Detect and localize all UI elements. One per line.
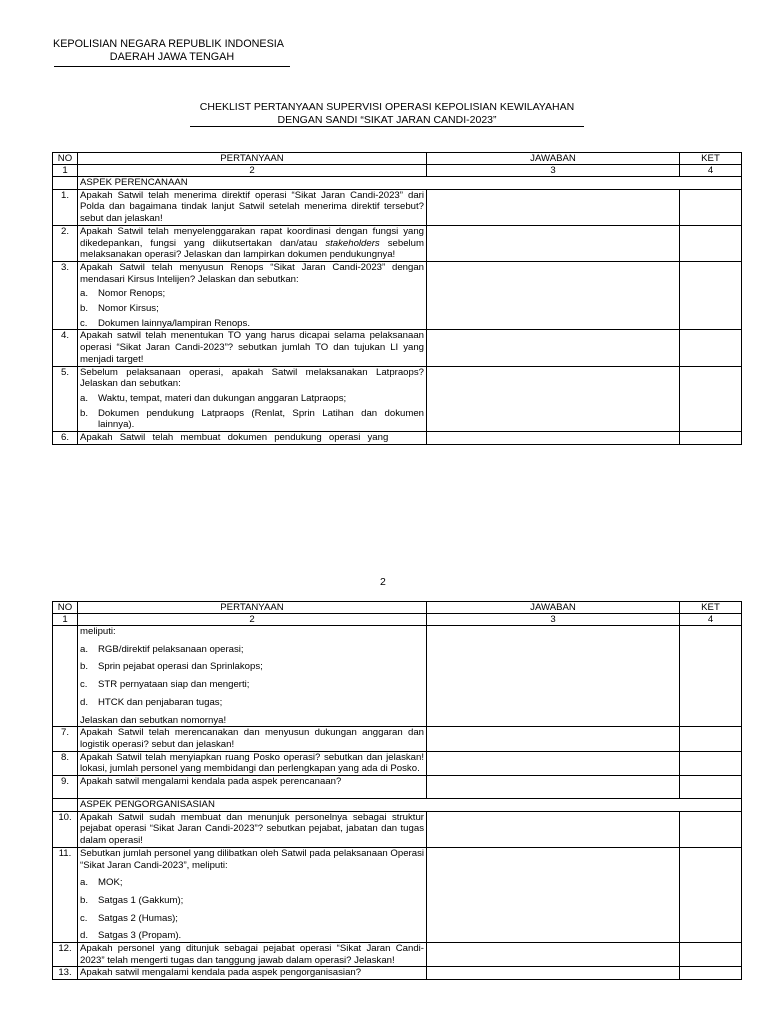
header-question: PERTANYAAN [78, 602, 427, 614]
table-row [53, 847, 742, 942]
question-text: Apakah Satwil telah menerima direktif operasi “Sikat Jaran Candi-2023” dari Polda dan bagaimana tindak lanjut Satwil setelah menerima direktif tersebut? sebut dan jelaskan! [78, 189, 427, 225]
note-cell[interactable] [680, 330, 742, 366]
row-number [53, 626, 78, 727]
question-text: Apakah satwil mengalami kendala pada aspek pengorganisasian? [78, 967, 427, 980]
row-number: 11. [53, 847, 78, 942]
col-number-1: 1 [53, 165, 78, 177]
list-item [80, 697, 424, 709]
answer-cell[interactable] [427, 366, 680, 432]
question-closing: Jelaskan dan sebutkan nomornya! [80, 714, 227, 726]
list-bullet: c. [80, 317, 88, 329]
col-number-2: 2 [78, 165, 427, 177]
question-intro: Apakah Satwil telah menyusun Renops “Sikat Jaran Candi-2023” dengan mendasari Kirsus Intelijen? Jelaskan dan sebutkan: [80, 261, 424, 285]
question-intro: meliputi: [80, 626, 116, 637]
row-number: 2. [53, 225, 78, 261]
table-row [53, 943, 742, 967]
list-item [80, 318, 424, 330]
list-bullet: b. [80, 661, 89, 673]
note-cell[interactable] [680, 626, 742, 727]
header-question: PERTANYAAN [78, 153, 427, 165]
list-text: Waktu, tempat, materi dan dukungan anggaran Latpraops; [98, 392, 347, 404]
answer-cell[interactable] [427, 847, 680, 942]
row-number: 3. [53, 261, 78, 330]
list-bullet: b. [80, 303, 89, 315]
question-text-part: sebelum melaksanakan operasi? Jelaskan dan lampirkan dokumen pendukungnya! [80, 237, 424, 261]
col-number-3: 3 [427, 165, 680, 177]
table-row [53, 727, 742, 751]
note-cell[interactable] [680, 847, 742, 942]
question-text: Apakah satwil telah menentukan TO yang harus dicapai selama pelaksanaan operasi “Sikat Jaran Candi-2023”? sebutkan jumlah TO dan tujukan LI yang menjadi target! [78, 330, 427, 366]
list-item [80, 877, 424, 889]
answer-cell[interactable] [427, 225, 680, 261]
header-no: NO [53, 602, 78, 614]
letterhead-region: DAERAH JAWA TENGAH [109, 51, 235, 63]
list-text: STR pernyataan siap dan mengerti; [98, 679, 250, 691]
header-answer: JAWABAN [427, 153, 680, 165]
table-row [53, 776, 742, 799]
row-number: 13. [53, 967, 78, 980]
header-note: KET [680, 153, 742, 165]
row-number: 7. [53, 727, 78, 751]
list-text: Satgas 1 (Gakkum); [98, 894, 184, 906]
question-intro: Sebutkan jumlah personel yang dilibatkan oleh Satwil pada pelaksanaan Operasi “Sikat Jaran Candi-2023”, meliputi: [80, 847, 425, 871]
question-text [78, 366, 427, 432]
table-row [53, 225, 742, 261]
section-row [53, 799, 742, 812]
letterhead [54, 38, 290, 67]
list-text: HTCK dan penjabaran tugas; [98, 696, 223, 708]
list-text: RGB/direktif pelaksanaan operasi; [98, 643, 244, 655]
note-cell[interactable] [680, 967, 742, 980]
answer-cell[interactable] [427, 626, 680, 727]
question-text: Apakah Satwil sudah membuat dan menunjuk personelnya sebagai struktur pejabat operasi “Sikat Jaran Candi-2023”? sebutkan pejabat, jabatan dan tugas dalam operasi! [78, 811, 427, 847]
note-cell[interactable] [680, 225, 742, 261]
answer-cell[interactable] [427, 811, 680, 847]
answer-cell[interactable] [427, 727, 680, 751]
answer-cell[interactable] [427, 432, 680, 445]
list-bullet: a. [80, 877, 89, 889]
list-bullet: b. [80, 894, 89, 906]
list-bullet: c. [80, 912, 88, 924]
note-cell[interactable] [680, 727, 742, 751]
table-row [53, 967, 742, 980]
header-no: NO [53, 153, 78, 165]
answer-cell[interactable] [427, 330, 680, 366]
list-text: MOK; [98, 877, 123, 889]
question-text [78, 225, 427, 261]
list-item [80, 644, 424, 656]
table-row [53, 261, 742, 330]
row-number: 8. [53, 751, 78, 775]
document-title [180, 101, 594, 127]
list-item [80, 288, 424, 300]
list-bullet: b. [80, 407, 89, 419]
table-number-row [53, 614, 742, 626]
question-text [78, 626, 427, 727]
note-cell[interactable] [680, 189, 742, 225]
section-title: ASPEK PERENCANAAN [78, 177, 742, 190]
list-text: Satgas 2 (Humas); [98, 912, 178, 924]
list-bullet: a. [80, 288, 89, 300]
list-text: Dokumen lainnya/lampiran Renops. [98, 317, 250, 329]
note-cell[interactable] [680, 432, 742, 445]
header-note: KET [680, 602, 742, 614]
letterhead-rule [54, 66, 290, 67]
question-text: Apakah Satwil telah merencanakan dan menyusun dukungan anggaran dan logistik operasi? sebut dan jelaskan! [78, 727, 427, 751]
col-number-3: 3 [427, 614, 680, 626]
answer-cell[interactable] [427, 261, 680, 330]
table-row [53, 189, 742, 225]
note-cell[interactable] [680, 943, 742, 967]
table-number-row [53, 165, 742, 177]
row-number: 6. [53, 432, 78, 445]
table-header-row [53, 153, 742, 165]
list-text: Nomor Renops; [98, 288, 166, 300]
answer-cell[interactable] [427, 943, 680, 967]
question-text: Apakah personel yang ditunjuk sebagai pejabat operasi “Sikat Jaran Candi-2023” telah mengerti tugas dan tanggung jawab dalam operasi? Jelaskan! [78, 943, 427, 967]
col-number-2: 2 [78, 614, 427, 626]
question-text: Apakah satwil mengalami kendala pada aspek perencanaan? [78, 776, 427, 799]
letterhead-institution: KEPOLISIAN NEGARA REPUBLIK INDONESIA [53, 38, 285, 50]
title-line-2: DENGAN SANDI “SIKAT JARAN CANDI-2023” [277, 114, 497, 126]
section-row [53, 177, 742, 190]
list-text: Satgas 3 (Propam). [98, 930, 182, 942]
col-number-1: 1 [53, 614, 78, 626]
table-row [53, 626, 742, 727]
section-no-cell [53, 799, 78, 812]
note-cell[interactable] [680, 811, 742, 847]
table-row [53, 811, 742, 847]
question-text [78, 847, 427, 942]
row-number: 9. [53, 776, 78, 799]
answer-cell[interactable] [427, 189, 680, 225]
answer-cell[interactable] [427, 776, 680, 799]
section-no-cell [53, 177, 78, 190]
list-bullet: c. [80, 679, 88, 691]
list-item [80, 303, 424, 315]
list-text: Nomor Kirsus; [98, 303, 159, 315]
answer-cell[interactable] [427, 967, 680, 980]
checklist-table-page-1 [52, 152, 742, 445]
col-number-4: 4 [680, 165, 742, 177]
question-intro: Sebelum pelaksanaan operasi, apakah Satwil melaksanakan Latpraops? Jelaskan dan sebutkan: [80, 366, 424, 390]
note-cell[interactable] [680, 366, 742, 432]
table-row [53, 751, 742, 775]
row-number: 12. [53, 943, 78, 967]
list-bullet: a. [80, 643, 89, 655]
list-text: Sprin pejabat operasi dan Sprinlakops; [98, 661, 263, 673]
page-number: 2 [380, 576, 386, 588]
section-title: ASPEK PENGORGANISASIAN [78, 799, 742, 812]
list-item [80, 679, 424, 691]
header-answer: JAWABAN [427, 602, 680, 614]
list-text: Dokumen pendukung Latpraops (Renlat, Sprin Latihan dan dokumen lainnya). [98, 407, 424, 431]
table-header-row [53, 602, 742, 614]
list-bullet: a. [80, 392, 89, 404]
table-row [53, 432, 742, 445]
answer-cell[interactable] [427, 751, 680, 775]
note-cell[interactable] [680, 261, 742, 330]
list-item [80, 408, 424, 431]
note-cell[interactable] [680, 751, 742, 775]
list-bullet: d. [80, 696, 89, 708]
note-cell[interactable] [680, 776, 742, 799]
question-text: Apakah Satwil telah menyiapkan ruang Posko operasi? sebutkan dan jelaskan! lokasi, jumlah personel yang membidangi dan perlengkapan yang ada di Posko. [78, 751, 427, 775]
list-item [80, 661, 424, 673]
question-text [78, 261, 427, 330]
row-number: 4. [53, 330, 78, 366]
table-row [53, 366, 742, 432]
table-row [53, 330, 742, 366]
checklist-table-page-2 [52, 601, 742, 980]
row-number: 10. [53, 811, 78, 847]
list-item [80, 393, 424, 405]
question-text: Apakah Satwil telah membuat dokumen pendukung operasi yang [78, 432, 427, 445]
list-bullet: d. [80, 930, 89, 942]
list-item [80, 895, 424, 907]
question-text-italic: stakeholders [325, 237, 380, 249]
row-number: 5. [53, 366, 78, 432]
list-item [80, 913, 424, 925]
col-number-4: 4 [680, 614, 742, 626]
row-number: 1. [53, 189, 78, 225]
list-item [80, 930, 424, 942]
title-line-1: CHEKLIST PERTANYAAN SUPERVISI OPERASI KEPOLISIAN KEWILAYAHAN [199, 101, 575, 113]
question-text-part: Apakah Satwil telah menyelenggarakan rapat koordinasi dengan fungsi yang dikedepankan, fungsi yang diikutsertakan dan/atau [80, 225, 424, 249]
